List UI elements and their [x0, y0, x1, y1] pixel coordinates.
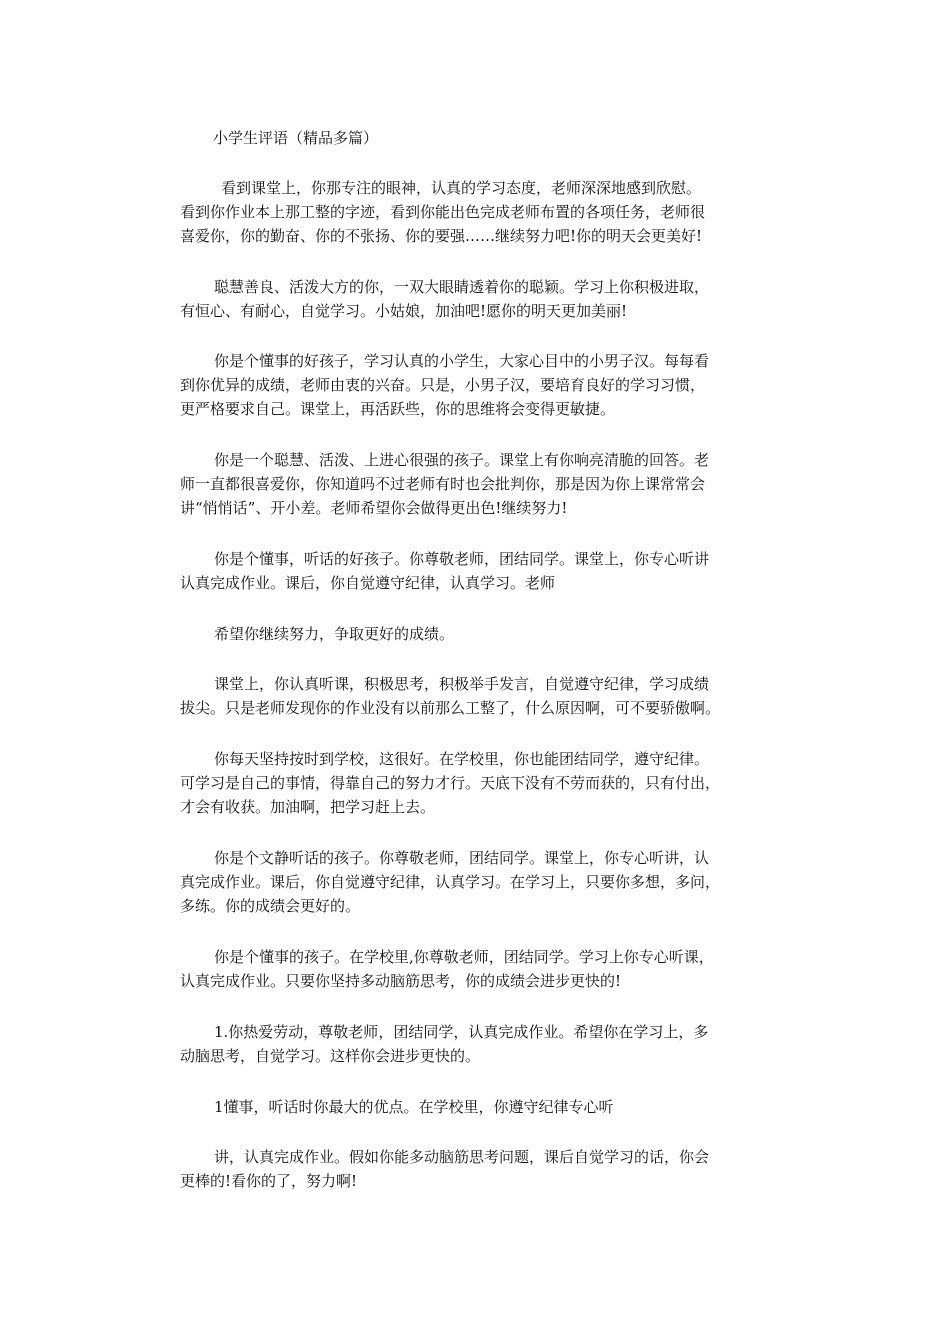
paragraph-8	[180, 747, 780, 819]
paragraph-line: 你是一个聪慧、活泼、上进心很强的孩子。课堂上有你响亮清脆的回答。老	[214, 451, 710, 469]
paragraph-1	[180, 176, 780, 248]
paragraph-2	[180, 275, 780, 323]
paragraph-line: 你是个懂事的好孩子，学习认真的小学生，大家心目中的小男子汉。每每看	[214, 352, 710, 370]
paragraph-line: 才会有收获。加油啊，把学习赶上去。	[180, 798, 436, 816]
paragraph-line: 更棒的!看你的了，努力啊!	[180, 1172, 358, 1190]
paragraph-line: 动脑思考，自觉学习。这样你会进步更快的。	[180, 1047, 481, 1065]
paragraph-line: 多练。你的成绩会更好的。	[180, 897, 361, 915]
paragraph-line: 讲，认真完成作业。假如你能多动脑筋思考问题，课后自觉学习的话，你会	[214, 1148, 710, 1166]
paragraph-line: 认真完成作业。只要你坚持多动脑筋思考，你的成绩会进步更快的!	[180, 972, 622, 990]
paragraph-line: 1懂事，听话时你最大的优点。在学校里，你遵守纪律专心听	[214, 1098, 614, 1116]
paragraph-line: 1.你热爱劳动，尊敬老师，团结同学，认真完成作业。希望你在学习上，多	[214, 1023, 709, 1041]
paragraph-10	[180, 945, 780, 993]
document-title: 小学生评语（精品多篇）	[213, 129, 379, 147]
paragraph-line: 可学习是自己的事情，得靠自己的努力才行。天底下没有不劳而获的，只有付出，	[180, 774, 721, 792]
paragraph-line: 看到课堂上，你那专注的眼神，认真的学习态度，老师深深地感到欣慰。	[221, 179, 702, 197]
paragraph-9	[180, 846, 780, 918]
paragraph-4	[180, 448, 780, 520]
paragraph-line: 拔尖。只是老师发现你的作业没有以前那么工整了，什么原因啊，可不要骄傲啊。	[180, 699, 721, 717]
paragraph-line: 你是个懂事的孩子。在学校里,你尊敬老师，团结同学。学习上你专心听课，	[214, 948, 714, 966]
paragraph-6	[180, 622, 780, 646]
paragraph-line: 你是个懂事，听话的好孩子。你尊敬老师，团结同学。课堂上，你专心听讲	[214, 550, 710, 568]
paragraph-7	[180, 672, 780, 720]
paragraph-line: 认真完成作业。课后，你自觉遵守纪律，认真学习。老师	[180, 574, 556, 592]
paragraph-line: 到你优异的成绩，老师由衷的兴奋。只是，小男子汉，要培育良好的学习习惯，	[180, 376, 706, 394]
paragraph-line: 你每天坚持按时到学校，这很好。在学校里，你也能团结同学，遵守纪律。	[214, 750, 710, 768]
paragraph-5	[180, 547, 780, 595]
paragraph-line: 看到你作业本上那工整的字迹，看到你能出色完成老师布置的各项任务，老师很	[180, 203, 706, 221]
paragraph-line: 有恒心、有耐心，自觉学习。小姑娘，加油吧!愿你的明天更加美丽!	[180, 302, 628, 320]
paragraph-line: 聪慧善良、活泼大方的你，一双大眼睛透着你的聪颖。学习上你积极进取，	[214, 278, 710, 296]
paragraph-12	[180, 1095, 780, 1119]
paragraph-11	[180, 1020, 780, 1068]
paragraph-line: 喜爱你，你的勤奋、你的不张扬、你的要强……继续努力吧!你的明天会更美好!	[180, 227, 703, 245]
paragraph-line: 你是个文静听话的孩子。你尊敬老师，团结同学。课堂上，你专心听讲，认	[214, 849, 710, 867]
paragraph-line: 更严格要求自己。课堂上，再活跃些，你的思维将会变得更敏捷。	[180, 400, 616, 418]
paragraph-3	[180, 349, 780, 421]
paragraph-line: 师一直都很喜爱你，你知道吗不过老师有时也会批判你，那是因为你上课常常会	[180, 475, 706, 493]
paragraph-line: 课堂上，你认真听课，积极思考，积极举手发言，自觉遵守纪律，学习成绩	[214, 675, 710, 693]
paragraph-line: 讲“悄悄话”、开小差。老师希望你会做得更出色!继续努力!	[180, 499, 568, 517]
paragraph-line: 真完成作业。课后，你自觉遵守纪律，认真学习。在学习上，只要你多想，多问，	[180, 873, 721, 891]
paragraph-line: 希望你继续努力，争取更好的成绩。	[214, 625, 455, 643]
paragraph-13	[180, 1145, 780, 1193]
